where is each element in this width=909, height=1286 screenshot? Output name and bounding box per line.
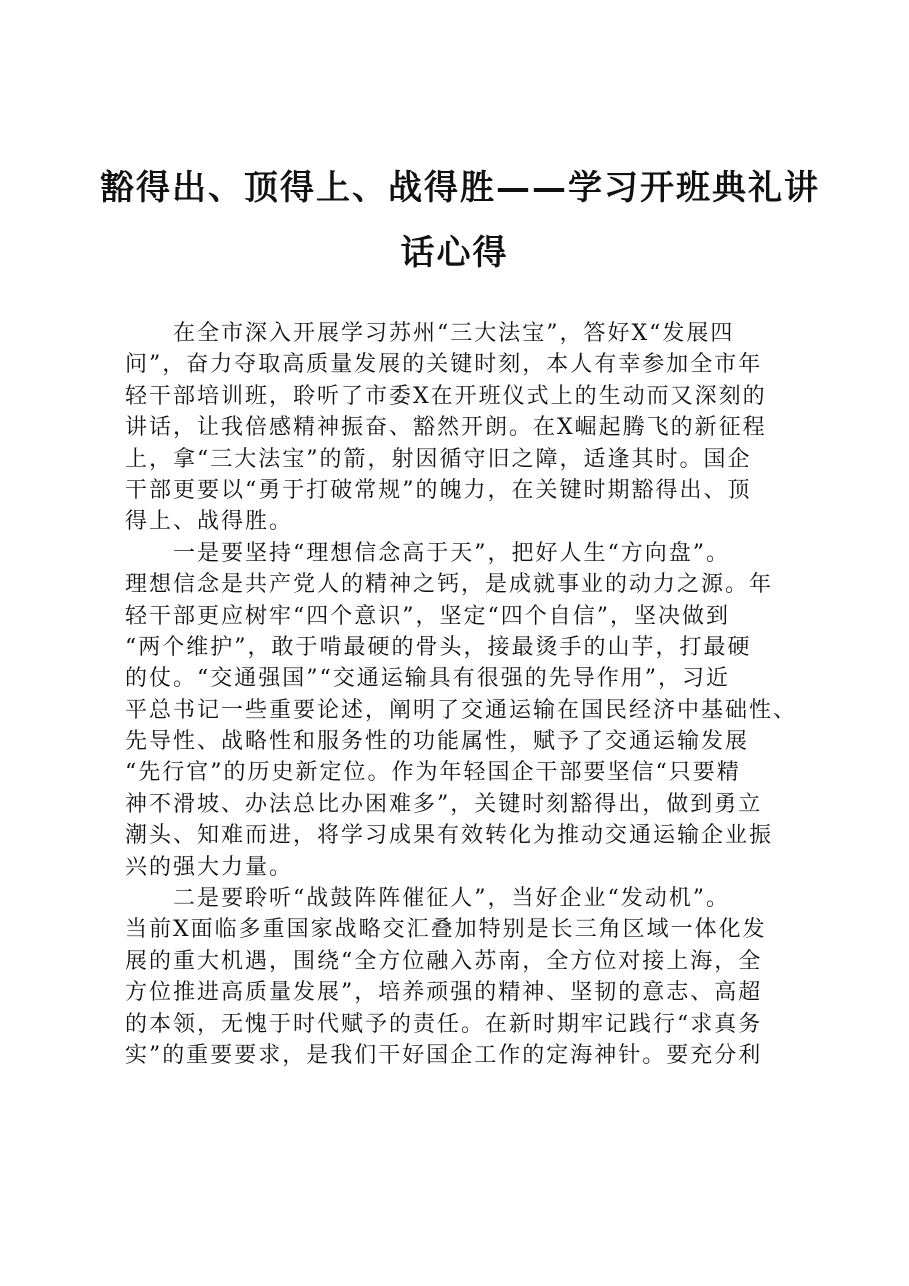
paragraph-1-line-3: 轻干部培训班，聆听了市委X在开班仪式上的生动而又深刻的 (125, 383, 767, 409)
paragraph-1-line-4: 讲话，让我倍感精神振奋、豁然开朗。在X崛起腾飞的新征程 (125, 415, 767, 441)
paragraph-2-line-4: “两个维护”，敢于啃最硬的骨头，接最烫手的山芋，打最硬 (125, 634, 752, 660)
paragraph-2-line-9: 神不滑坡、办法总比办困难多”，关键时刻豁得出，做到勇立 (125, 791, 763, 817)
paragraph-1-line-6: 干部更要以“勇于打破常规”的魄力，在关键时期豁得出、顶 (125, 477, 752, 503)
paragraph-3-line-1: 二是要聆听“战鼓阵阵催征人”，当好企业“发动机”。 (173, 886, 730, 912)
document-body (125, 318, 825, 1071)
paragraph-3-line-6: 实”的重要要求，是我们干好国企工作的定海神针。要充分利 (125, 1042, 763, 1068)
paragraph-1-line-2: 问”，奋力夺取高质量发展的关键时刻，本人有幸参加全市年 (125, 352, 763, 378)
paragraph-2-line-8: “先行官”的历史新定位。作为年轻国企干部要坚信“只要精 (125, 760, 741, 786)
paragraph-1-line-7: 得上、战得胜。 (125, 509, 294, 535)
paragraph-2-line-11: 兴的强大力量。 (125, 854, 294, 880)
paragraph-3-line-5: 的本领，无愧于时代赋予的责任。在新时期牢记践行“求真务 (125, 1011, 763, 1037)
paragraph-2-line-2: 理想信念是共产党人的精神之钙，是成就事业的动力之源。年 (125, 572, 774, 598)
document-title-line-1: 豁得出、顶得上、战得胜——学习开班典礼讲 (100, 168, 820, 208)
paragraph-2-line-5: 的仗。“交通强国”“交通运输具有很强的先导作用”，习近 (125, 666, 730, 692)
paragraph-2-line-1: 一是要坚持“理想信念高于天”，把好人生“方向盘”。 (173, 540, 730, 566)
paragraph-3-line-2: 当前X面临多重国家战略交汇叠加特别是长三角区域一体化发 (125, 917, 767, 943)
paragraph-2-line-10: 潮头、知难而进，将学习成果有效转化为推动交通运输企业振 (125, 823, 774, 849)
paragraph-3-line-3: 展的重大机遇，围绕“全方位融入苏南，全方位对接上海，全 (125, 948, 763, 974)
paragraph-1-line-5: 上，拿“三大法宝”的箭，射因循守旧之障，适逢其时。国企 (125, 446, 752, 472)
paragraph-2-line-7: 先导性、战略性和服务性的功能属性，赋予了交通运输发展 (125, 729, 750, 755)
paragraph-1-line-1: 在全市深入开展学习苏州“三大法宝”，答好X“发展四 (173, 321, 735, 346)
paragraph-2-line-3: 轻干部更应树牢“四个意识”，坚定“四个自信”，坚决做到 (125, 603, 730, 629)
paragraph-3-line-4: 方位推进高质量发展”，培养顽强的精神、坚韧的意志、高超 (125, 980, 763, 1006)
paragraph-2-line-6: 平总书记一些重要论述，阐明了交通运输在国民经济中基础性、 (125, 697, 798, 723)
document-title-line-2: 话心得 (400, 233, 509, 273)
